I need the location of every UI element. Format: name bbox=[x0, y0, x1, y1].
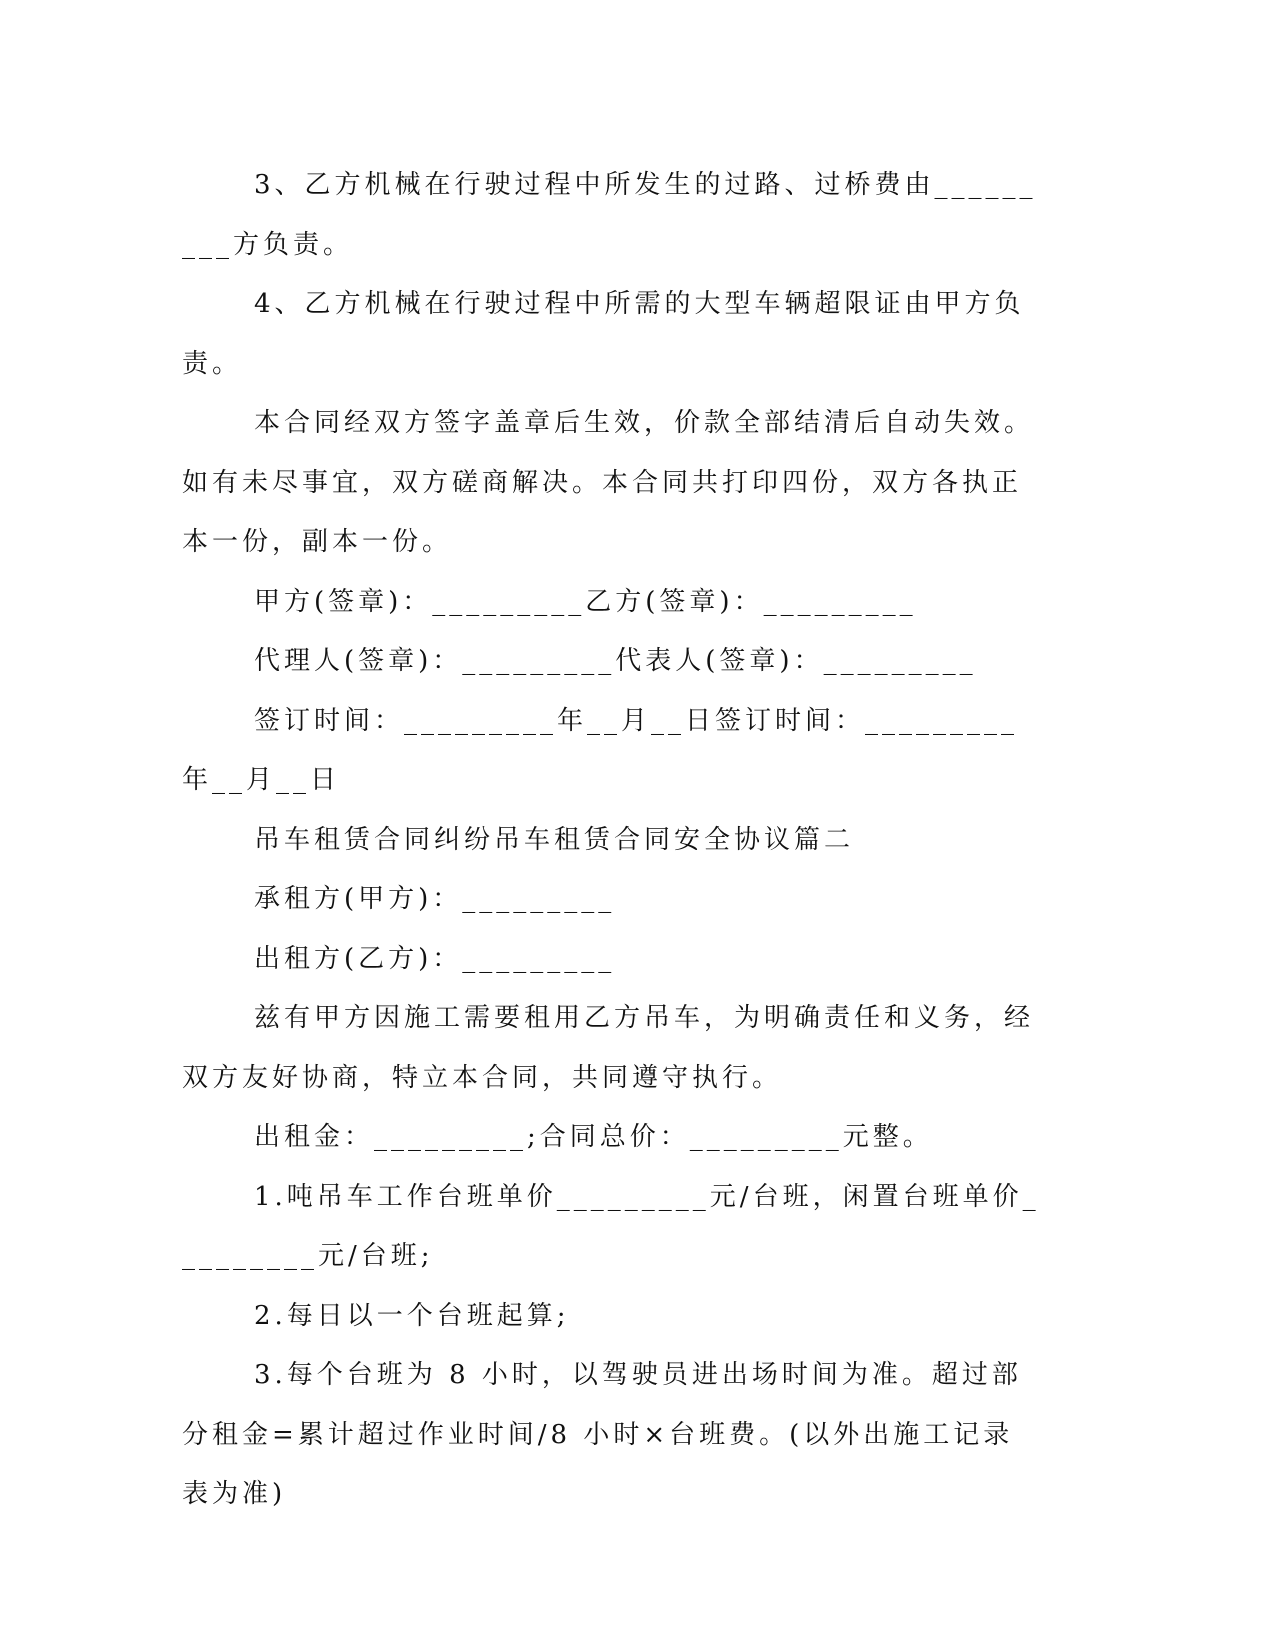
document-body bbox=[182, 156, 1042, 1525]
clause-3-tolls: 3、乙方机械在行驶过程中所发生的过路、过桥费由_________方负责。 bbox=[182, 170, 1037, 260]
rent-total-line: 出租金：_________;合同总价：_________元整。 bbox=[254, 1122, 933, 1152]
item-2-daily-shift: 2.每日以一个台班起算; bbox=[254, 1300, 570, 1331]
lessor-line: 出租方(乙方)：_________ bbox=[254, 943, 616, 974]
item-3-shift-hours: 3.每个台班为 8 小时，以驾驶员进出场时间为准。超过部分租金=累计超过作业时间/8 小时×台班费。(以外出施工记录表为准) bbox=[182, 1360, 1022, 1509]
lessee-line: 承租方(甲方)：_________ bbox=[254, 884, 616, 914]
agent-signatures-line: 代理人(签章)：_________代表人(签章)：_________ bbox=[254, 646, 977, 676]
party-signatures-line: 甲方(签章)：_________乙方(签章)：_________ bbox=[254, 586, 917, 617]
item-1-unit-price: 1.吨吊车工作台班单价_________元/台班，闲置台班单价_________元/台班; bbox=[182, 1181, 1040, 1271]
section-heading: 吊车租赁合同纠纷吊车租赁合同安全协议篇二 bbox=[254, 824, 855, 855]
preamble-paragraph: 兹有甲方因施工需要租用乙方吊车，为明确责任和义务，经双方友好协商，特立本合同，共同遵守执行。 bbox=[182, 1003, 1035, 1093]
contract-validity-paragraph: 本合同经双方签字盖章后生效，价款全部结清后自动失效。如有未尽事宜，双方磋商解决。本合同共打印四份，双方各执正本一份，副本一份。 bbox=[182, 408, 1035, 557]
clause-4-permit: 4、乙方机械在行驶过程中所需的大型车辆超限证由甲方负责。 bbox=[182, 289, 1025, 379]
signing-date-line: 签订时间：_________年__月__日签订时间：_________年__月__日 bbox=[182, 705, 1019, 795]
